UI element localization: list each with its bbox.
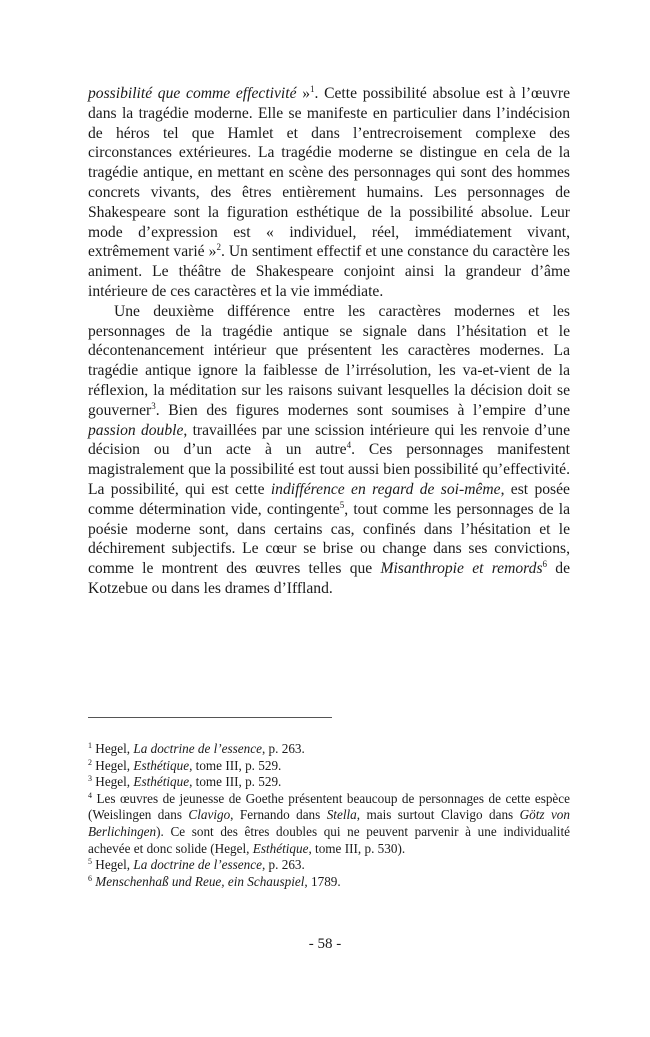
main-text [88,84,570,599]
text-run: » [296,85,310,102]
text-run: Les œuvres de jeunesse de Goethe présentent beaucoup de personnages de cette espèce (Weislingen dans [88,790,570,823]
text-run: . Bien des figures modernes sont soumises à l’empire d’une [155,401,570,419]
footnote-ref: 2 [88,757,92,767]
text-run: , Fernando dans [230,807,327,823]
paragraph [88,302,570,599]
italic-text: Misanthropie et remords [380,560,543,578]
text-run: Hegel, [92,757,134,773]
italic-text: Stella [326,807,357,823]
text-run: , tome III, p. 529. [189,757,282,773]
text-run: , tome III, p. 529. [189,774,282,790]
italic-text: Esthétique [133,774,190,790]
text-run: Hegel, [92,857,134,873]
text-run: Une deuxième différence entre les caractères modernes et les personnages de la tragédie antique se signale dans l’hésitation et le décontenancement intérieur que présentent les caractères modernes. La tragédie antique ignore la faiblesse de l’irrésolution, les va-et-vient de la réflexion, la méditation sur les raisons suivant lesquelles la décision doit se gouverner [88,302,570,419]
text-run: Hegel, [92,741,134,756]
footnote-ref: 3 [88,774,92,784]
page-number: - 58 - [308,936,342,952]
paragraph [88,84,570,302]
footnote-ref: 2 [216,242,221,253]
footnote-ref: 4 [88,790,92,800]
footnote-ref: 5 [339,499,345,510]
text-run: , p. 263. [261,741,305,756]
footnote-ref: 6 [88,873,92,883]
italic-text: La doctrine de l’essence [133,741,262,756]
italic-text: Clavigo [188,807,231,823]
text-run: . Un sentiment effectif et une constance du caractère les animent. Le théâtre de Shakespeare conjoint ainsi la grandeur d’âme intérieure de ces caractères et la vie immédiate. [88,243,570,300]
text-run: , 1789. [304,873,341,889]
footnote-ref: 5 [88,857,92,867]
footnote [88,874,570,891]
italic-text: La doctrine de l’essence [133,857,262,873]
footnote-ref: 6 [542,559,548,570]
italic-text: possibilité que comme effectivité [88,85,297,102]
text-run: , travaillées par une scission intérieure qui les renvoie d’une décision ou d’un acte à un autre [88,421,570,459]
italic-text: Esthétique [133,757,190,773]
footnotes [88,741,570,890]
italic-text: passion double [88,421,184,439]
text-run: ). Ce sont des êtres doubles qui ne peuvent parvenir à une individualité achevée et donc solide (Hegel, [88,823,570,856]
footnote [88,758,570,775]
italic-text: Götz von Berlichingen [88,807,570,839]
text-run: . Ces personnages manifestent magistralement que la possibilité est tout aussi bien possibilité qu’effectivité. La possibilité, qui est cette [88,441,570,498]
footnote [88,774,570,791]
footnote [88,741,570,758]
text-run: , tout comme les personnages de la poésie moderne sont, dans certains cas, confinés dans l’hésitation et le déchirement subjectifs. Le cœur se brise ou change dans ses convictions, comme le montrent des œuvres telles que [88,500,570,578]
text-run: de Kotzebue ou dans les drames d’Iffland. [88,560,571,597]
italic-text: Menschenhaß und Reue, ein Schauspiel [95,873,305,889]
footnote-ref: 1 [88,741,92,750]
footnote-ref: 4 [346,440,352,451]
footnote-ref: 1 [310,84,315,94]
page-body [88,84,570,599]
footnote [88,857,570,874]
italic-text: indifférence en regard de soi-même [270,480,501,498]
text-run: Hegel, [92,774,134,790]
italic-text: Esthétique [252,840,309,856]
footnote [88,791,570,857]
footnote-ref: 3 [151,400,156,411]
text-run: . Cette possibilité absolue est à l’œuvre dans la tragédie moderne. Elle se manifeste en particulier dans l’indécision de héros tel que Hamlet et dans l’entrecroisement complexe des circonstances extérieures. La tragédie moderne se distingue en cela de la tragédie antique, en mettant en scène des personnages qui sont des hommes concrets vivants, des êtres entièrement humains. Les personnages de Shakespeare sont la figuration esthétique de la possibilité absolue. Leur mode d’expression est « individuel, réel, immédiatement vivant, extrêmement varié » [88,85,570,261]
text-run: , tome III, p. 530). [308,840,406,856]
text-run: , p. 263. [261,857,305,873]
text-run: , mais surtout Clavigo dans [356,807,520,823]
footnote-separator [88,717,332,718]
text-run: , est posée comme détermination vide, contingente [88,480,570,518]
